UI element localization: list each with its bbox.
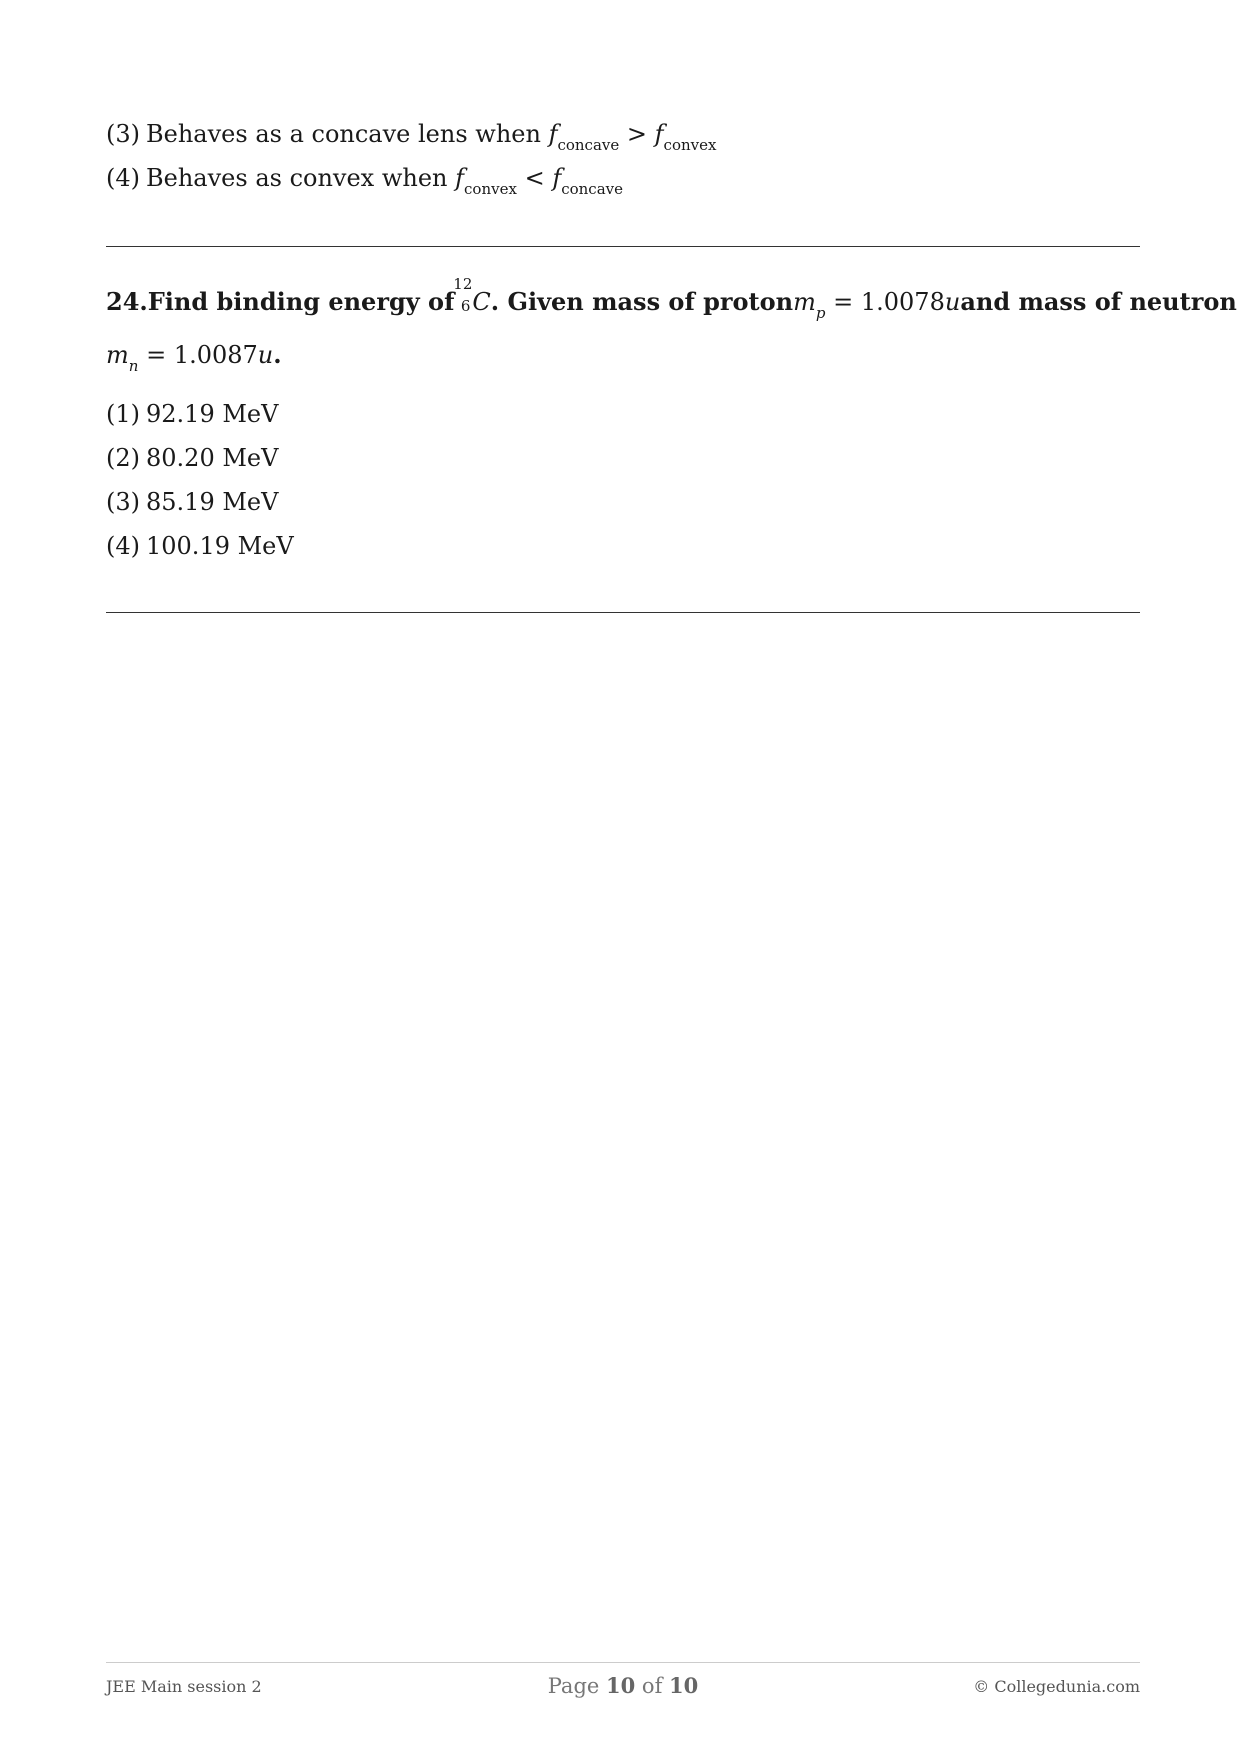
mass-symbol: m — [106, 340, 129, 369]
mass-subscript: p — [815, 303, 826, 322]
mass-symbol: m — [793, 288, 816, 316]
proton-mass — [793, 280, 960, 333]
focal-subscript: concave — [561, 179, 624, 198]
question-text: . Given mass of proton — [490, 287, 794, 316]
exam-name: JEE Main session 2 — [106, 1677, 262, 1696]
option-value: 80.20 MeV — [146, 444, 279, 472]
mass-subscript: n — [128, 356, 139, 375]
focal-symbol: f — [548, 120, 558, 148]
option-value: 85.19 MeV — [146, 488, 279, 516]
proton-mass-value: = 1.0078 — [833, 288, 945, 316]
option-text: Behaves as a concave lens when — [146, 120, 541, 148]
question-number: 24. — [106, 287, 148, 316]
page-of: of — [641, 1674, 663, 1698]
focal-subscript: concave — [557, 135, 620, 154]
section-divider — [106, 246, 1140, 247]
unit-symbol: u — [257, 340, 274, 369]
comparison-operator: > — [626, 120, 648, 148]
comparison-operator: < — [524, 164, 545, 192]
page-total: 10 — [669, 1673, 699, 1698]
nuclide-numbers — [453, 275, 473, 315]
focal-subscript: convex — [663, 135, 717, 154]
mass-number: 12 — [453, 275, 473, 293]
option-number: (2) — [106, 444, 140, 472]
copyright: © Collegedunia.com — [973, 1677, 1140, 1696]
question-text: and mass of neutron — [960, 287, 1237, 316]
question-line-2 — [106, 333, 1140, 386]
option-value: 92.19 MeV — [146, 400, 279, 428]
option-3 — [106, 486, 1140, 530]
option-4-previous — [106, 162, 1140, 206]
option-number: (4) — [106, 164, 140, 192]
focal-subscript: convex — [464, 179, 517, 198]
footer-row — [106, 1673, 1140, 1703]
atomic-number: 6 — [460, 297, 471, 315]
nuclide-notation — [453, 275, 794, 333]
option-number: (4) — [106, 532, 140, 560]
option-text: Behaves as convex when — [146, 164, 448, 192]
option-number: (1) — [106, 400, 140, 428]
option-4 — [106, 530, 1140, 574]
section-divider — [106, 612, 1140, 613]
option-number: (3) — [106, 488, 140, 516]
question-24 — [106, 275, 1237, 386]
page-label: Page — [547, 1674, 600, 1698]
previous-options — [106, 118, 1140, 206]
element-symbol: C — [472, 288, 491, 316]
focal-symbol: f — [654, 120, 664, 148]
neutron-mass-value: = 1.0087 — [146, 340, 258, 369]
option-1 — [106, 398, 1140, 442]
option-3-previous — [106, 118, 1140, 162]
focal-symbol: f — [455, 164, 465, 192]
question-line-1 — [106, 275, 1237, 333]
answer-options — [106, 398, 1140, 574]
option-number: (3) — [106, 120, 140, 148]
page-footer — [106, 1662, 1140, 1698]
option-2 — [106, 442, 1140, 486]
unit-symbol: u — [944, 288, 961, 316]
question-end: . — [273, 339, 282, 369]
question-text: Find binding energy of — [147, 287, 455, 316]
option-value: 100.19 MeV — [146, 532, 294, 560]
page-current: 10 — [606, 1673, 636, 1698]
focal-symbol: f — [552, 164, 562, 192]
